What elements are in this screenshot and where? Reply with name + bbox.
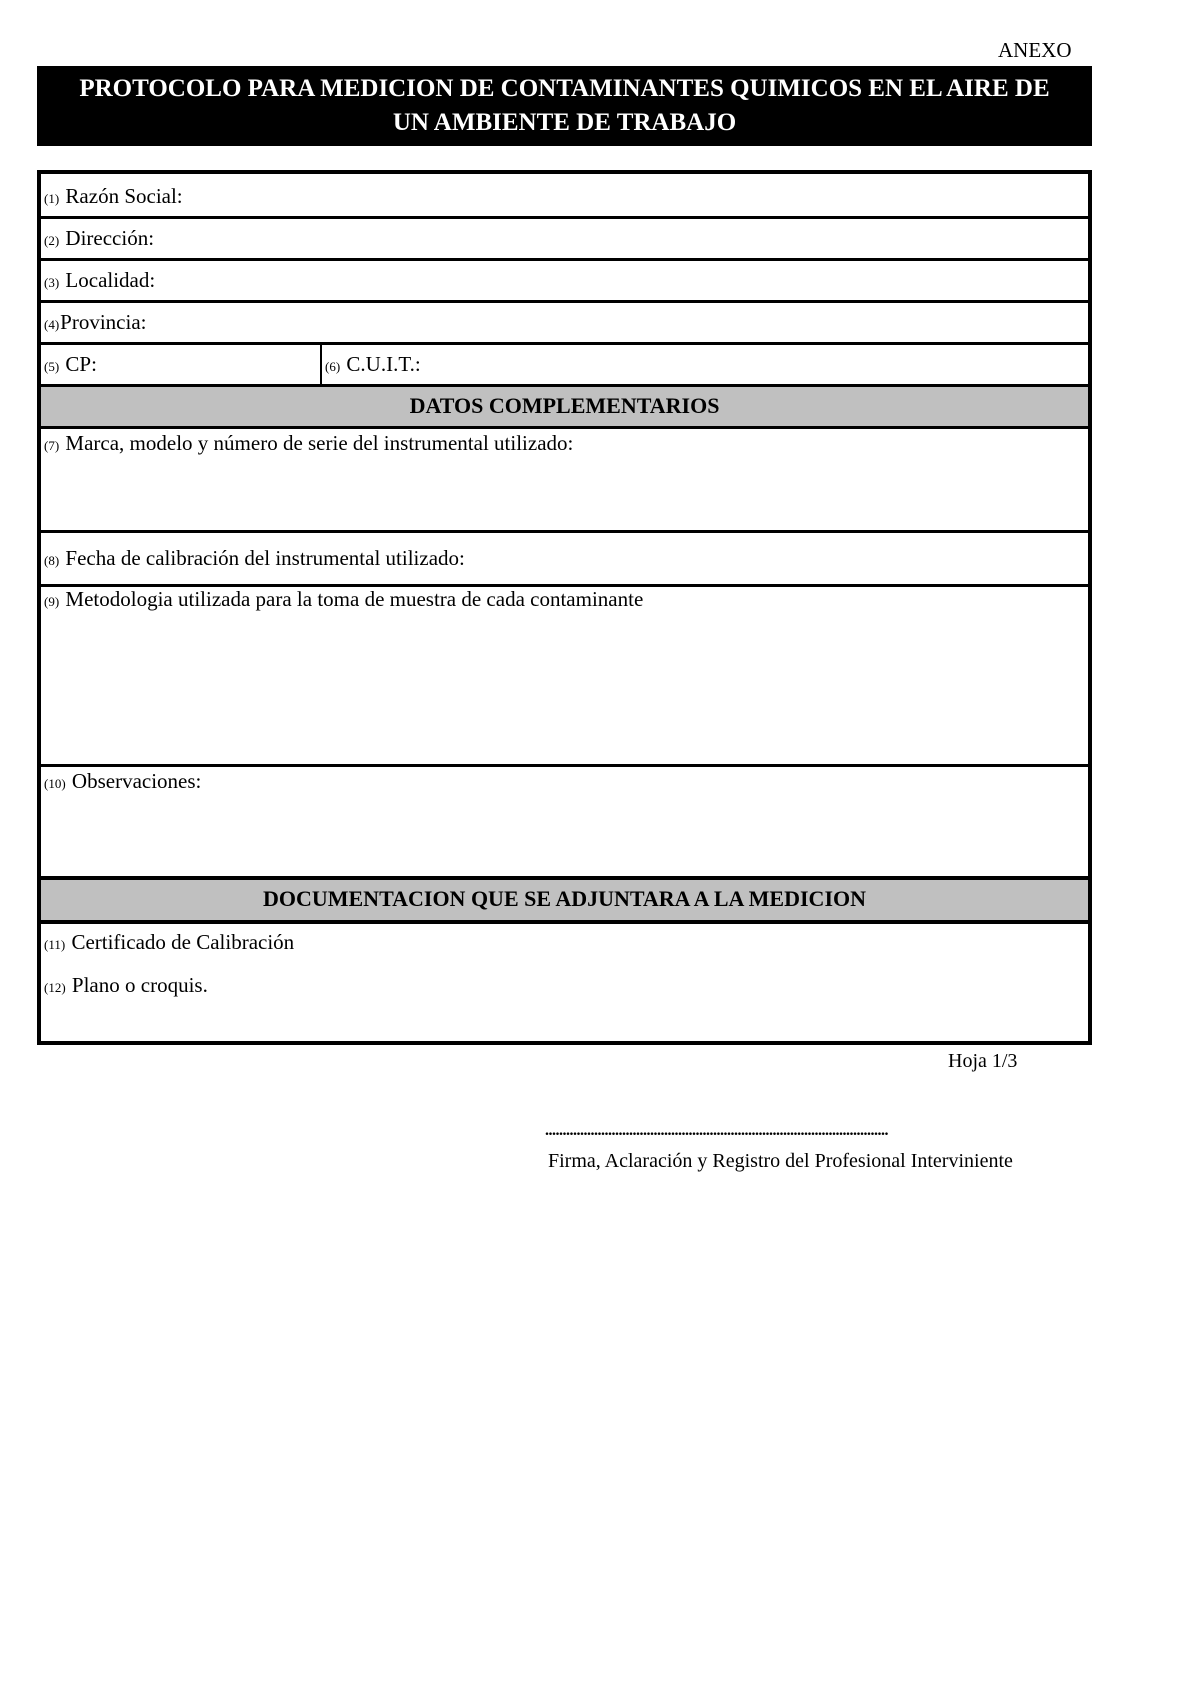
cuit-field[interactable]: [325, 352, 421, 377]
field-number: (2): [44, 233, 60, 248]
fecha-calibracion-row[interactable]: [41, 530, 1088, 584]
cp-label: CP:: [60, 352, 97, 376]
field-number: (6): [325, 359, 341, 374]
fecha-calibracion-field: [44, 546, 465, 571]
metodologia-field: [44, 587, 643, 612]
plano-label: Plano o croquis.: [66, 973, 208, 997]
document-title: [37, 66, 1092, 146]
cp-field[interactable]: [44, 352, 97, 377]
field-number: (7): [44, 438, 60, 453]
plano-field[interactable]: [44, 973, 208, 998]
anexo-label: ANEXO: [998, 38, 1072, 62]
razon-social-field: [44, 184, 183, 209]
documentacion-header: DOCUMENTACION QUE SE ADJUNTARA A LA MEDICION: [41, 876, 1088, 920]
direccion-field: [44, 226, 154, 251]
certificado-field[interactable]: [44, 930, 294, 955]
provincia-field: [44, 310, 147, 335]
field-number: (11): [44, 937, 66, 952]
cp-cuit-row: [41, 342, 1088, 384]
signature-line: ..................................................................................................: [545, 1122, 888, 1139]
field-number: (3): [44, 275, 60, 290]
razon-social-row[interactable]: [41, 174, 1088, 216]
signature-caption: Firma, Aclaración y Registro del Profesional Interviniente: [548, 1150, 1013, 1172]
field-number: (4): [44, 317, 60, 332]
observaciones-field: [44, 769, 201, 794]
localidad-field: [44, 268, 155, 293]
field-number: (9): [44, 594, 60, 609]
cuit-label: C.U.I.T.:: [341, 352, 421, 376]
marca-field: [44, 431, 573, 456]
marca-label: Marca, modelo y número de serie del instrumental utilizado:: [60, 431, 574, 455]
provincia-row[interactable]: [41, 300, 1088, 342]
column-divider: [320, 345, 322, 384]
field-number: (1): [44, 191, 60, 206]
marca-row[interactable]: [41, 426, 1088, 530]
localidad-label: Localidad:: [60, 268, 156, 292]
localidad-row[interactable]: [41, 258, 1088, 300]
razon-social-label: Razón Social:: [60, 184, 183, 208]
protocol-form: [37, 170, 1092, 1045]
fecha-calibracion-label: Fecha de calibración del instrumental utilizado:: [60, 546, 465, 570]
datos-complementarios-header: DATOS COMPLEMENTARIOS: [41, 384, 1088, 426]
page-number: Hoja 1/3: [948, 1050, 1018, 1072]
metodologia-label: Metodologia utilizada para la toma de muestra de cada contaminante: [60, 587, 644, 611]
provincia-label: Provincia:: [60, 310, 147, 334]
metodologia-row[interactable]: [41, 584, 1088, 764]
direccion-label: Dirección:: [60, 226, 155, 250]
title-line-2: UN AMBIENTE DE TRABAJO: [392, 109, 737, 136]
certificado-label: Certificado de Calibración: [66, 930, 295, 954]
observaciones-row[interactable]: [41, 764, 1088, 876]
field-number: (8): [44, 553, 60, 568]
field-number: (10): [44, 776, 66, 791]
field-number: (12): [44, 980, 66, 995]
title-line-1: PROTOCOLO PARA MEDICION DE CONTAMINANTES QUIMICOS EN EL AIRE DE: [79, 75, 1050, 102]
documentacion-row: [41, 920, 1088, 1041]
observaciones-label: Observaciones:: [66, 769, 202, 793]
direccion-row[interactable]: [41, 216, 1088, 258]
field-number: (5): [44, 359, 60, 374]
